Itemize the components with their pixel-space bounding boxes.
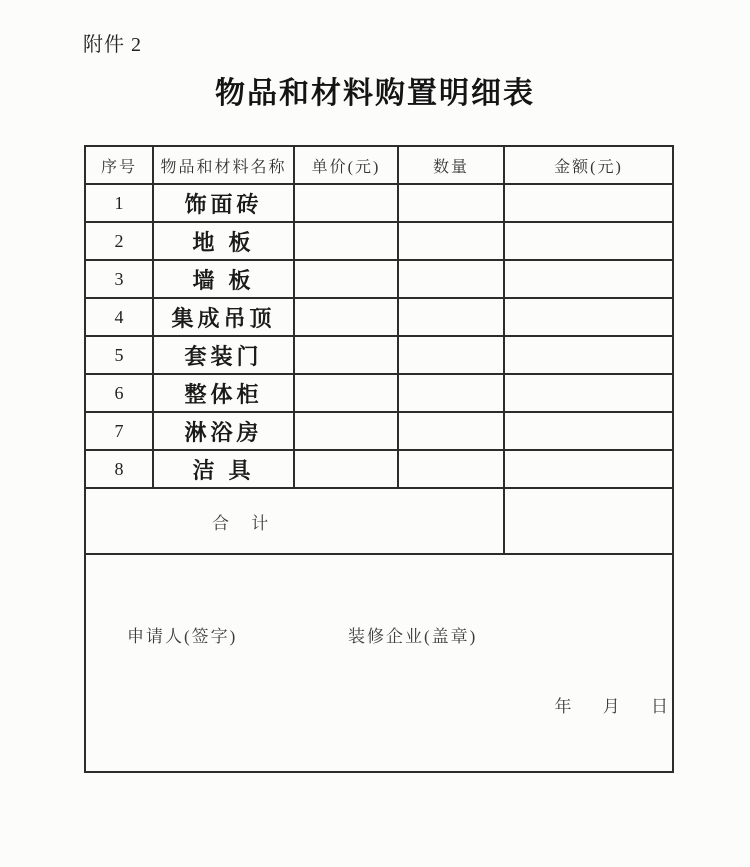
amount-cell: [504, 222, 673, 260]
quantity-cell: [398, 184, 504, 222]
unit-price-cell: [294, 222, 398, 260]
item-name-cell: 地 板: [153, 222, 294, 260]
item-name-cell: 洁 具: [153, 450, 294, 488]
row-number-cell: 2: [85, 222, 153, 260]
table-row: [85, 412, 673, 450]
quantity-cell: [398, 298, 504, 336]
item-name-cell: 整体柜: [153, 374, 294, 412]
date-day-label: 日: [651, 697, 668, 716]
item-name-cell: 淋浴房: [153, 412, 294, 450]
amount-cell: [504, 412, 673, 450]
col-header-amount: 金额(元): [504, 146, 673, 184]
table-row: [85, 222, 673, 260]
amount-cell: [504, 336, 673, 374]
row-number-cell: 6: [85, 374, 153, 412]
table-row: [85, 450, 673, 488]
amount-cell: [504, 374, 673, 412]
page-title: 物品和材料购置明细表: [215, 77, 535, 110]
item-name-cell: 墙 板: [153, 260, 294, 298]
item-name-cell: 集成吊顶: [153, 298, 294, 336]
quantity-cell: [398, 260, 504, 298]
unit-price-cell: [294, 260, 398, 298]
unit-price-cell: [294, 336, 398, 374]
quantity-cell: [398, 450, 504, 488]
table-row: [85, 374, 673, 412]
col-header-quantity: 数量: [398, 146, 504, 184]
attachment-label: 附件 2: [83, 34, 142, 56]
row-number-cell: 7: [85, 412, 153, 450]
applicant-signature-label: 申请人(签字): [127, 627, 238, 646]
unit-price-cell: [294, 184, 398, 222]
signature-row: [85, 554, 673, 772]
amount-cell: [504, 450, 673, 488]
col-header-item-name: 物品和材料名称: [153, 146, 294, 184]
table-row: [85, 336, 673, 374]
table-header-row: [85, 146, 673, 184]
table-row: [85, 298, 673, 336]
row-number-cell: 8: [85, 450, 153, 488]
unit-price-cell: [294, 450, 398, 488]
total-row: [85, 488, 673, 554]
quantity-cell: [398, 336, 504, 374]
item-name-cell: 套装门: [153, 336, 294, 374]
row-number-cell: 1: [85, 184, 153, 222]
amount-cell: [504, 298, 673, 336]
table-row: [85, 260, 673, 298]
col-header-unit-price: 单价(元): [294, 146, 398, 184]
quantity-cell: [398, 222, 504, 260]
quantity-cell: [398, 412, 504, 450]
table-row: [85, 184, 673, 222]
signature-area: [86, 556, 672, 770]
item-name-cell: 饰面砖: [153, 184, 294, 222]
signature-cell: [85, 554, 673, 772]
total-amount-cell: [504, 488, 673, 554]
date-year-label: 年: [554, 697, 572, 716]
quantity-cell: [398, 374, 504, 412]
row-number-cell: 3: [85, 260, 153, 298]
date-month-label: 月: [602, 697, 620, 716]
purchase-detail-table: [84, 145, 674, 773]
unit-price-cell: [294, 374, 398, 412]
total-label-cell: 合 计: [85, 488, 504, 554]
unit-price-cell: [294, 298, 398, 336]
amount-cell: [504, 184, 673, 222]
col-header-no: 序号: [85, 146, 153, 184]
company-seal-label: 装修企业(盖章): [348, 627, 478, 646]
unit-price-cell: [294, 412, 398, 450]
date-line: [555, 692, 669, 717]
row-number-cell: 5: [85, 336, 153, 374]
row-number-cell: 4: [85, 298, 153, 336]
amount-cell: [504, 260, 673, 298]
